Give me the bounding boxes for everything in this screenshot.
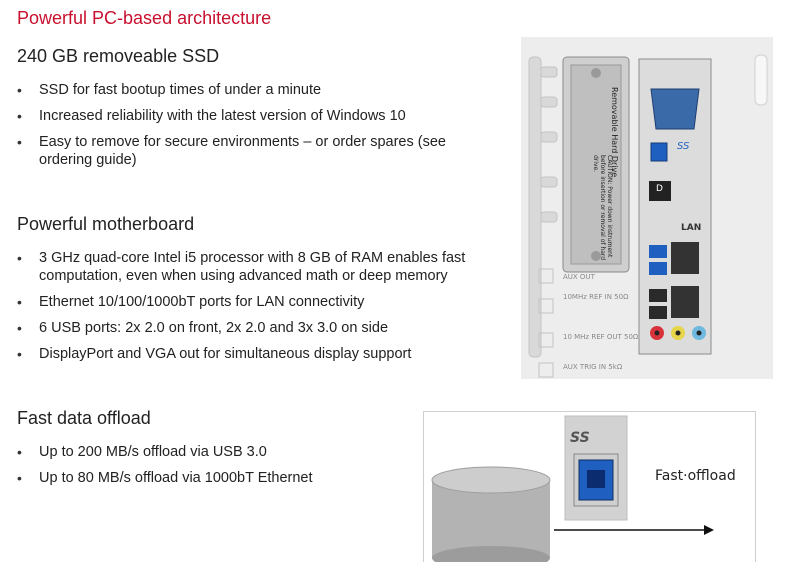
caution-text: CAUTION: Power down instrument before insertion or removal of hard drive. bbox=[592, 155, 613, 261]
ss-label: SS bbox=[677, 141, 690, 152]
dp-label: D bbox=[656, 184, 663, 194]
lan-label: LAN bbox=[681, 223, 702, 233]
motherboard-bullet-list bbox=[17, 249, 507, 371]
usb-ss-icon: SS bbox=[570, 430, 590, 446]
fast-offload-graphic bbox=[423, 411, 756, 562]
list-item: • 6 USB ports: 2x 2.0 on front, 2x 2.0 and 3x 3.0 on side bbox=[17, 319, 507, 337]
connector-label: 10 MHz REF OUT 50Ω bbox=[563, 333, 639, 341]
rear-panel-photo bbox=[521, 37, 773, 379]
list-item: • DisplayPort and VGA out for simultaneous display support bbox=[17, 345, 507, 363]
list-item: • Up to 80 MB/s offload via 1000bT Ethernet bbox=[17, 469, 417, 487]
connector-label: AUX OUT bbox=[563, 273, 595, 281]
list-item: • Increased reliability with the latest version of Windows 10 bbox=[17, 107, 497, 125]
list-item: • SSD for fast bootup times of under a minute bbox=[17, 81, 497, 99]
offload-bullet-list bbox=[17, 443, 417, 495]
section-heading-offload: Fast data offload bbox=[17, 408, 151, 428]
list-item: • Easy to remove for secure environments – or order spares (see ordering guide) bbox=[17, 133, 497, 169]
section-heading-motherboard: Powerful motherboard bbox=[17, 214, 195, 234]
list-item: • Up to 200 MB/s offload via USB 3.0 bbox=[17, 443, 417, 461]
section-heading-ssd: 240 GB removeable SSD bbox=[17, 46, 220, 66]
fast-offload-label: Fast·offload bbox=[655, 468, 736, 484]
page-title: Powerful PC-based architecture bbox=[17, 8, 272, 28]
connector-label: 10MHz REF IN 50Ω bbox=[563, 293, 629, 301]
list-item: • Ethernet 10/100/1000bT ports for LAN connectivity bbox=[17, 293, 507, 311]
connector-label: AUX TRIG IN 5kΩ bbox=[563, 363, 623, 371]
list-item: • 3 GHz quad-core Intel i5 processor with 8 GB of RAM enables fast computation, even when using advanced math or deep memory bbox=[17, 249, 507, 285]
drive-label: Removable Hard Drive bbox=[610, 87, 619, 178]
ssd-bullet-list bbox=[17, 81, 497, 177]
